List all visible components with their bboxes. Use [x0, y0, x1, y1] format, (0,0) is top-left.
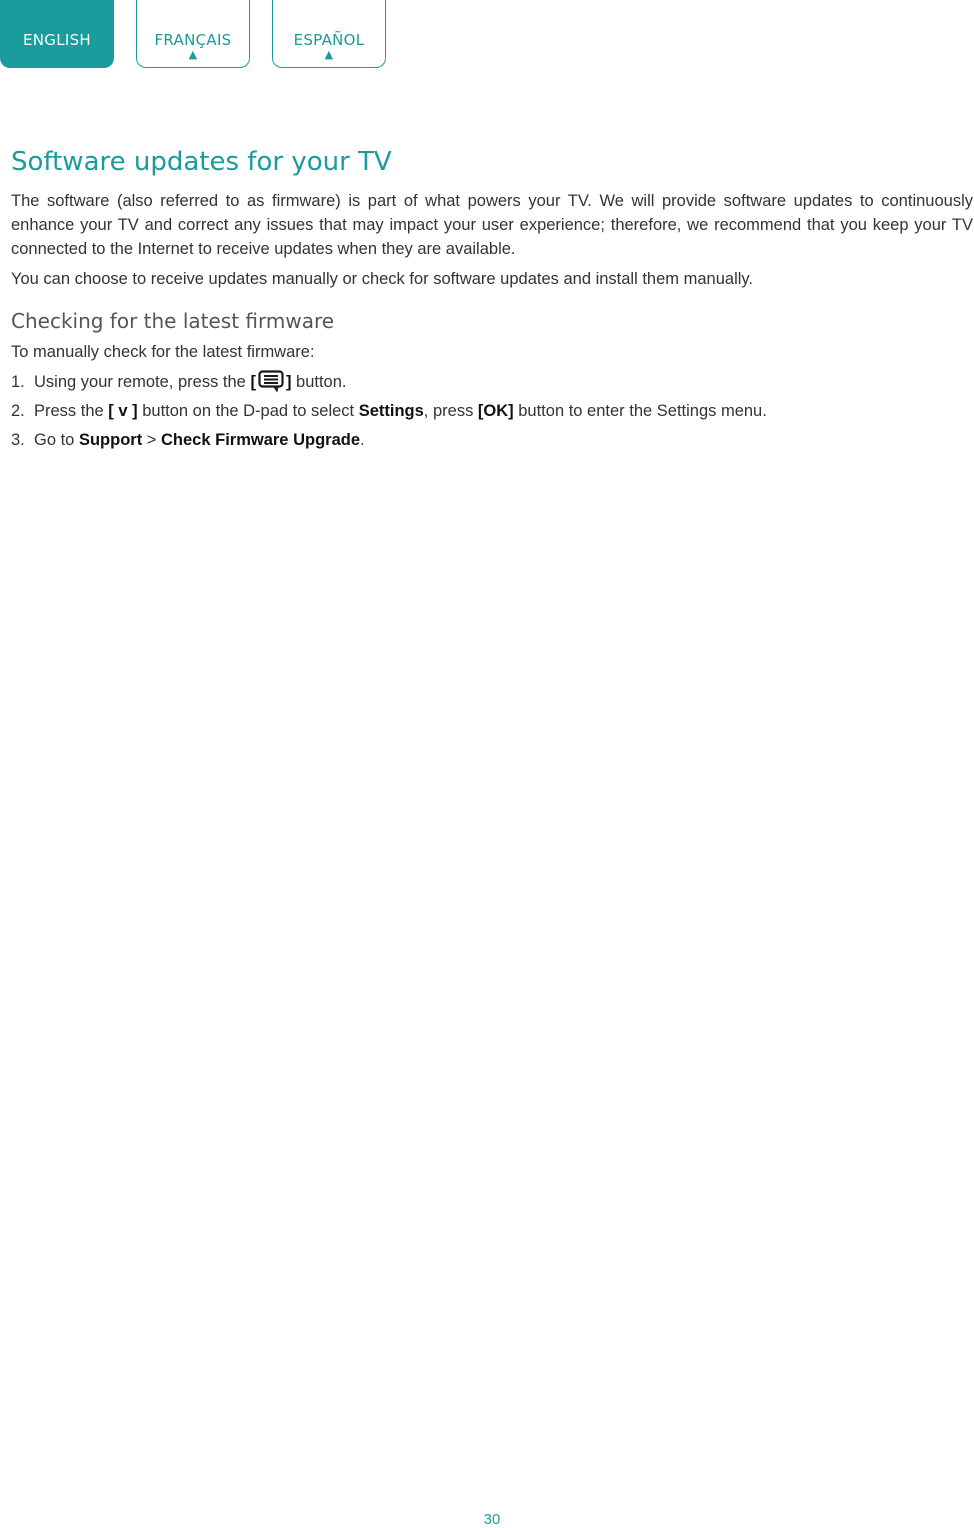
step-number: 2. — [11, 402, 25, 420]
main-content — [11, 140, 973, 457]
steps-list — [11, 370, 973, 452]
step-number: 1. — [11, 373, 25, 391]
step-text: button. — [291, 373, 347, 391]
step-text: , press — [423, 402, 478, 420]
step-text: button to enter the Settings menu. — [513, 402, 767, 420]
language-tabs — [0, 0, 400, 68]
bracket-open: [ — [250, 373, 256, 391]
ok-key: [OK] — [477, 402, 514, 420]
support-label: Support — [78, 431, 143, 449]
menu-icon — [258, 370, 284, 392]
step-text: button on the D-pad to select — [137, 402, 359, 420]
list-item — [11, 370, 973, 394]
section-heading: Checking for the latest firmware — [11, 309, 335, 333]
steps-intro: To manually check for the latest firmware: — [11, 343, 315, 361]
check-firmware-upgrade-label: Check Firmware Upgrade — [161, 431, 360, 449]
up-arrow-icon: ▲ — [324, 48, 334, 61]
dpad-down-key: [ v ] — [108, 402, 138, 420]
page-title: Software updates for your TV — [11, 147, 392, 177]
bracket-close: ] — [285, 373, 292, 391]
tab-english[interactable] — [0, 0, 114, 68]
step-text: Go to — [34, 431, 79, 449]
step-text: > — [142, 431, 162, 449]
step-text: . — [360, 431, 365, 449]
up-arrow-icon: ▲ — [188, 48, 198, 61]
tab-french[interactable] — [136, 0, 250, 68]
list-item — [11, 399, 973, 423]
settings-label: Settings — [358, 402, 424, 420]
update-options-paragraph: You can choose to receive updates manually or check for software updates and install them manually. — [11, 270, 754, 288]
tab-spanish[interactable] — [272, 0, 386, 68]
page-number: 30 — [483, 1511, 501, 1528]
step-text: Press the — [34, 402, 109, 420]
step-text: Using your remote, press the — [34, 373, 251, 391]
list-item — [11, 428, 973, 452]
tab-english-label: ENGLISH — [22, 31, 91, 49]
intro-paragraph: The software (also referred to as firmware) is part of what powers your TV. We will provide software updates to continuously enhance your TV and correct any issues that may impact your user experience; therefore, we recommend that you keep your TV connected to the Internet to receive updates when they are available. — [11, 192, 973, 258]
step-number: 3. — [11, 431, 25, 449]
tab-spanish-label: ESPAÑOL — [293, 31, 365, 49]
tab-french-label: FRANÇAIS — [154, 31, 232, 49]
